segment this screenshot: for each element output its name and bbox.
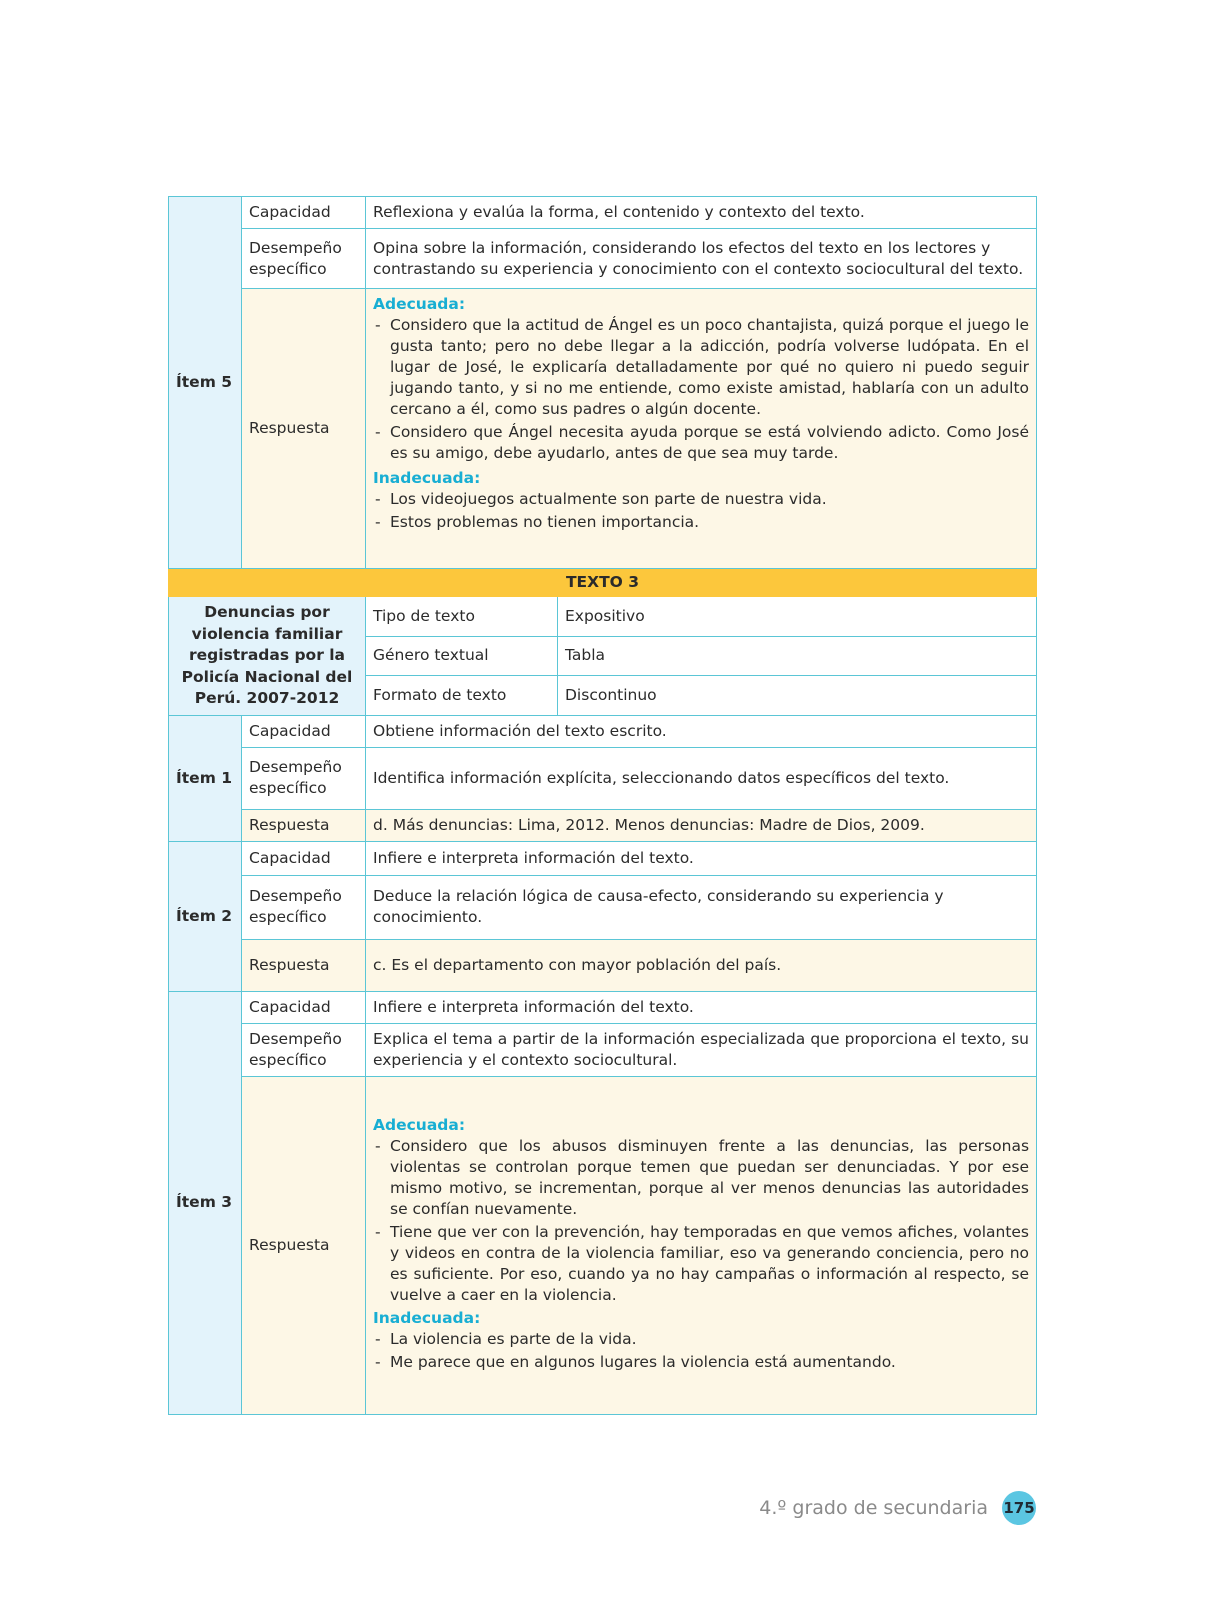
item2-desempeno-row	[169, 875, 1037, 939]
item2-capacidad-row	[169, 841, 1037, 875]
item1-capacidad: Obtiene información del texto escrito.	[366, 715, 1037, 747]
item2-respuesta-row	[169, 939, 1037, 991]
item5-respuesta-label: Respuesta	[242, 289, 366, 569]
item3-adecuada-list	[373, 1136, 1029, 1306]
item3-respuesta	[366, 1076, 1037, 1414]
item1-capacidad-label: Capacidad	[242, 715, 366, 747]
item3-desempeno-label: Desempeño específico	[242, 1023, 366, 1076]
item5-respuesta	[366, 289, 1037, 569]
item1-desempeno: Identifica información explícita, seleccionando datos específicos del texto.	[366, 747, 1037, 809]
list-item: - Considero que Ángel necesita ayuda porque se está volviendo adicto. Como José es su amigo, debe ayudarlo, antes de que sea muy tarde.	[373, 422, 1029, 464]
list-item: - Me parece que en algunos lugares la violencia está aumentando.	[373, 1352, 1029, 1373]
item2-capacidad-label: Capacidad	[242, 841, 366, 875]
item2-label: Ítem 2	[169, 841, 242, 991]
item1-respuesta-row	[169, 809, 1037, 841]
item2-desempeno-label: Desempeño específico	[242, 875, 366, 939]
item3-capacidad-row	[169, 991, 1037, 1023]
item3-respuesta-label: Respuesta	[242, 1076, 366, 1414]
page-number: 175	[1002, 1491, 1036, 1525]
item2-respuesta: c. Es el departamento con mayor población del país.	[366, 939, 1037, 991]
item3-capacidad-label: Capacidad	[242, 991, 366, 1023]
item5-desempeno-label: Desempeño específico	[242, 229, 366, 289]
item1-desempeno-row	[169, 747, 1037, 809]
item5-desempeno: Opina sobre la información, considerando los efectos del texto en los lectores y contrastando su experiencia y conocimiento con el contexto sociocultural del texto.	[366, 229, 1037, 289]
texto3-tipo-label: Tipo de texto	[366, 597, 558, 637]
page-footer	[720, 1488, 1036, 1528]
texto3-genero-value: Tabla	[558, 636, 1037, 676]
texto3-formato-value: Discontinuo	[558, 676, 1037, 716]
rubric-table	[168, 196, 1037, 1415]
list-item: - Estos problemas no tienen importancia.	[373, 512, 1029, 533]
item2-desempeno: Deduce la relación lógica de causa-efecto, considerando su experiencia y conocimiento.	[366, 875, 1037, 939]
list-item: - La violencia es parte de la vida.	[373, 1329, 1029, 1350]
grade-label: 4.º grado de secundaria	[759, 1497, 988, 1519]
list-item: - Los videojuegos actualmente son parte de nuestra vida.	[373, 489, 1029, 510]
item3-inadecuada-list	[373, 1329, 1029, 1373]
item1-capacidad-row	[169, 715, 1037, 747]
item3-desempeno-row	[169, 1023, 1037, 1076]
list-item: - Tiene que ver con la prevención, hay temporadas en que vemos afiches, volantes y videos en contra de la violencia familiar, eso va generando conciencia, pero no es suficiente. Por eso, cuando ya no hay campañas o información al respecto, se vuelve a caer en la violencia.	[373, 1222, 1029, 1306]
list-item: - Considero que los abusos disminuyen frente a las denuncias, las personas violentas se controlan porque temen que puedan ser denunciadas. Y por ese mismo motivo, se incrementan, porque al ver menos denuncias las autoridades se confían nuevamente.	[373, 1136, 1029, 1220]
texto3-title: Denuncias por violencia familiar registradas por la Policía Nacional del Perú. 2007-2012	[169, 597, 366, 716]
item5-desempeno-row	[169, 229, 1037, 289]
item5-respuesta-row	[169, 289, 1037, 569]
item3-capacidad: Infiere e interpreta información del texto.	[366, 991, 1037, 1023]
item1-respuesta: d. Más denuncias: Lima, 2012. Menos denuncias: Madre de Dios, 2009.	[366, 809, 1037, 841]
texto3-band-row	[169, 569, 1037, 597]
item1-respuesta-label: Respuesta	[242, 809, 366, 841]
item5-inadecuada-heading: Inadecuada:	[373, 469, 481, 487]
item1-desempeno-label: Desempeño específico	[242, 747, 366, 809]
item2-respuesta-label: Respuesta	[242, 939, 366, 991]
item5-inadecuada-list	[373, 489, 1029, 533]
item3-desempeno: Explica el tema a partir de la información especializada que proporciona el texto, su experiencia y el contexto sociocultural.	[366, 1023, 1037, 1076]
texto3-genero-label: Género textual	[366, 636, 558, 676]
rubric-sheet	[168, 196, 1036, 1415]
item5-adecuada-heading: Adecuada:	[373, 295, 466, 313]
item3-inadecuada-heading: Inadecuada:	[373, 1309, 481, 1327]
item5-capacidad-row	[169, 197, 1037, 229]
texto3-tipo-value: Expositivo	[558, 597, 1037, 637]
texto3-band: TEXTO 3	[169, 569, 1037, 597]
item3-adecuada-heading: Adecuada:	[373, 1116, 466, 1134]
item5-capacidad-label: Capacidad	[242, 197, 366, 229]
texto3-formato-label: Formato de texto	[366, 676, 558, 716]
item1-label: Ítem 1	[169, 715, 242, 841]
list-item: - Considero que la actitud de Ángel es un poco chantajista, quizá porque el juego le gusta tanto; pero no debe llegar a la adicción, podría volverse ludópata. En el lugar de José, le explicaría detalladamente por qué no quiero ni puedo seguir jugando tanto, y si no me entiende, como existe amistad, hablaría con un adulto cercano a él, como sus padres o algún docente.	[373, 315, 1029, 420]
item2-capacidad: Infiere e interpreta información del texto.	[366, 841, 1037, 875]
item5-capacidad: Reflexiona y evalúa la forma, el contenido y contexto del texto.	[366, 197, 1037, 229]
item5-adecuada-list	[373, 315, 1029, 464]
item3-respuesta-row	[169, 1076, 1037, 1414]
texto3-row-tipo	[169, 597, 1037, 637]
item5-label: Ítem 5	[169, 197, 242, 569]
item3-label: Ítem 3	[169, 991, 242, 1414]
